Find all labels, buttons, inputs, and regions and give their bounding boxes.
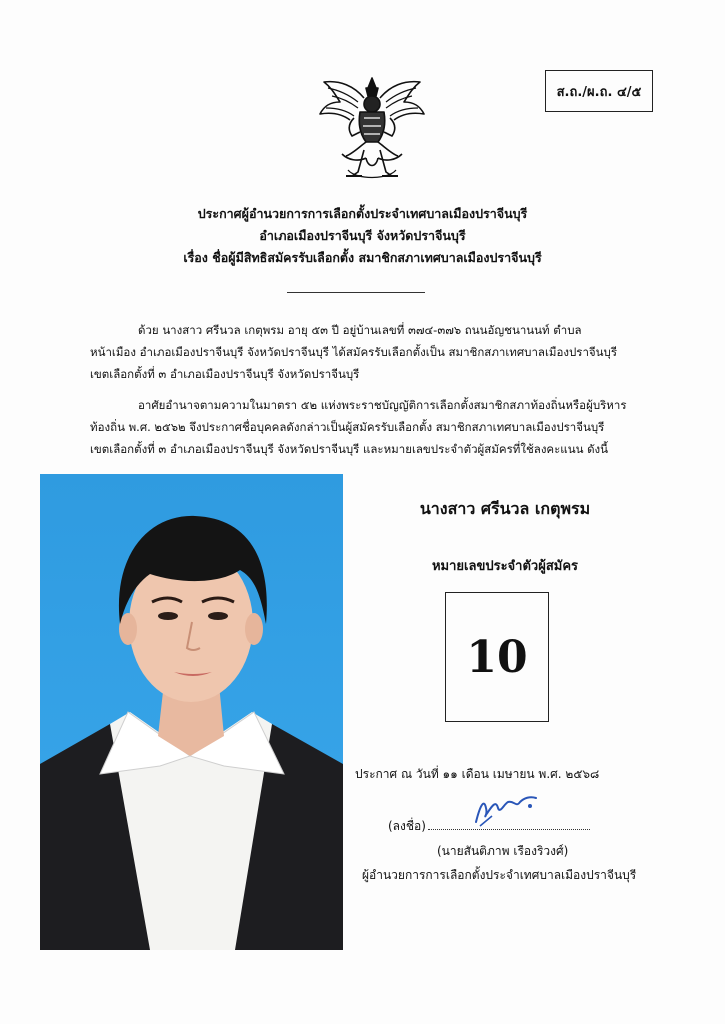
heading-line-1: ประกาศผู้อำนวยการการเลือกตั้งประจำเทศบาลเมืองปราจีนบุรี bbox=[197, 206, 528, 221]
handwritten-signature bbox=[470, 786, 542, 830]
candidate-name: นางสาว ศรีนวล เกตุพรม bbox=[419, 499, 591, 518]
candidate-number-label: หมายเลขประจำตัวผู้สมัคร bbox=[431, 559, 579, 574]
heading-line-2: อำเภอเมืองปราจีนบุรี จังหวัดปราจีนบุรี bbox=[259, 228, 466, 243]
form-code-box bbox=[545, 70, 653, 112]
paragraph-1-line-3: เขตเลือกตั้งที่ ๓ อำเภอเมืองปราจีนบุรี จังหวัดปราจีนบุรี bbox=[90, 367, 360, 381]
form-code: ส.ถ./ผ.ถ. ๔/๕ bbox=[556, 84, 642, 100]
announcement-date: ประกาศ ณ วันที่ ๑๑ เดือน เมษายน พ.ศ. ๒๕๖๘ bbox=[355, 767, 600, 781]
candidate-number: 10 bbox=[466, 631, 528, 683]
candidate-photo bbox=[40, 474, 343, 950]
paragraph-1-line-1: ด้วย นางสาว ศรีนวล เกตุพรม อายุ ๕๓ ปี อยู่บ้านเลขที่ ๓๗๔-๓๗๖ ถนนอัญชนานนท์ ตำบล bbox=[138, 323, 582, 337]
paragraph-2-line-3: เขตเลือกตั้งที่ ๓ อำเภอเมืองปราจีนบุรี จังหวัดปราจีนบุรี และหมายเลขประจำตัวผู้สมัครที่ใช้ลงคะแนน ดังนี้ bbox=[90, 442, 609, 456]
signer-title: ผู้อำนวยการการเลือกตั้งประจำเทศบาลเมืองปราจีนบุรี bbox=[362, 868, 637, 882]
heading-line-3: เรื่อง ชื่อผู้มีสิทธิสมัครรับเลือกตั้ง สมาชิกสภาเทศบาลเมืองปราจีนบุรี bbox=[183, 250, 542, 265]
paragraph-2-line-2: ท้องถิ่น พ.ศ. ๒๕๖๒ จึงประกาศชื่อบุคคลดังกล่าวเป็นผู้สมัครรับเลือกตั้ง สมาชิกสภาเทศบาลเมืองปราจีนบุรี bbox=[90, 420, 605, 434]
candidate-number-box bbox=[445, 592, 549, 722]
signer-name: (นายสันติภาพ เรืองริวงศ์) bbox=[437, 844, 569, 858]
signature-label: (ลงชื่อ) bbox=[388, 819, 426, 833]
paragraph-2-line-1: อาศัยอำนาจตามความในมาตรา ๕๒ แห่งพระราชบัญญัติการเลือกตั้งสมาชิกสภาท้องถิ่นหรือผู้บริหาร bbox=[138, 398, 627, 412]
paragraph-1-line-2: หน้าเมือง อำเภอเมืองปราจีนบุรี จังหวัดปราจีนบุรี ได้สมัครรับเลือกตั้งเป็น สมาชิกสภาเทศบาลเมืองปราจีนบุรี bbox=[90, 345, 618, 359]
garuda-emblem-icon bbox=[318, 72, 426, 187]
heading-divider bbox=[287, 292, 425, 293]
